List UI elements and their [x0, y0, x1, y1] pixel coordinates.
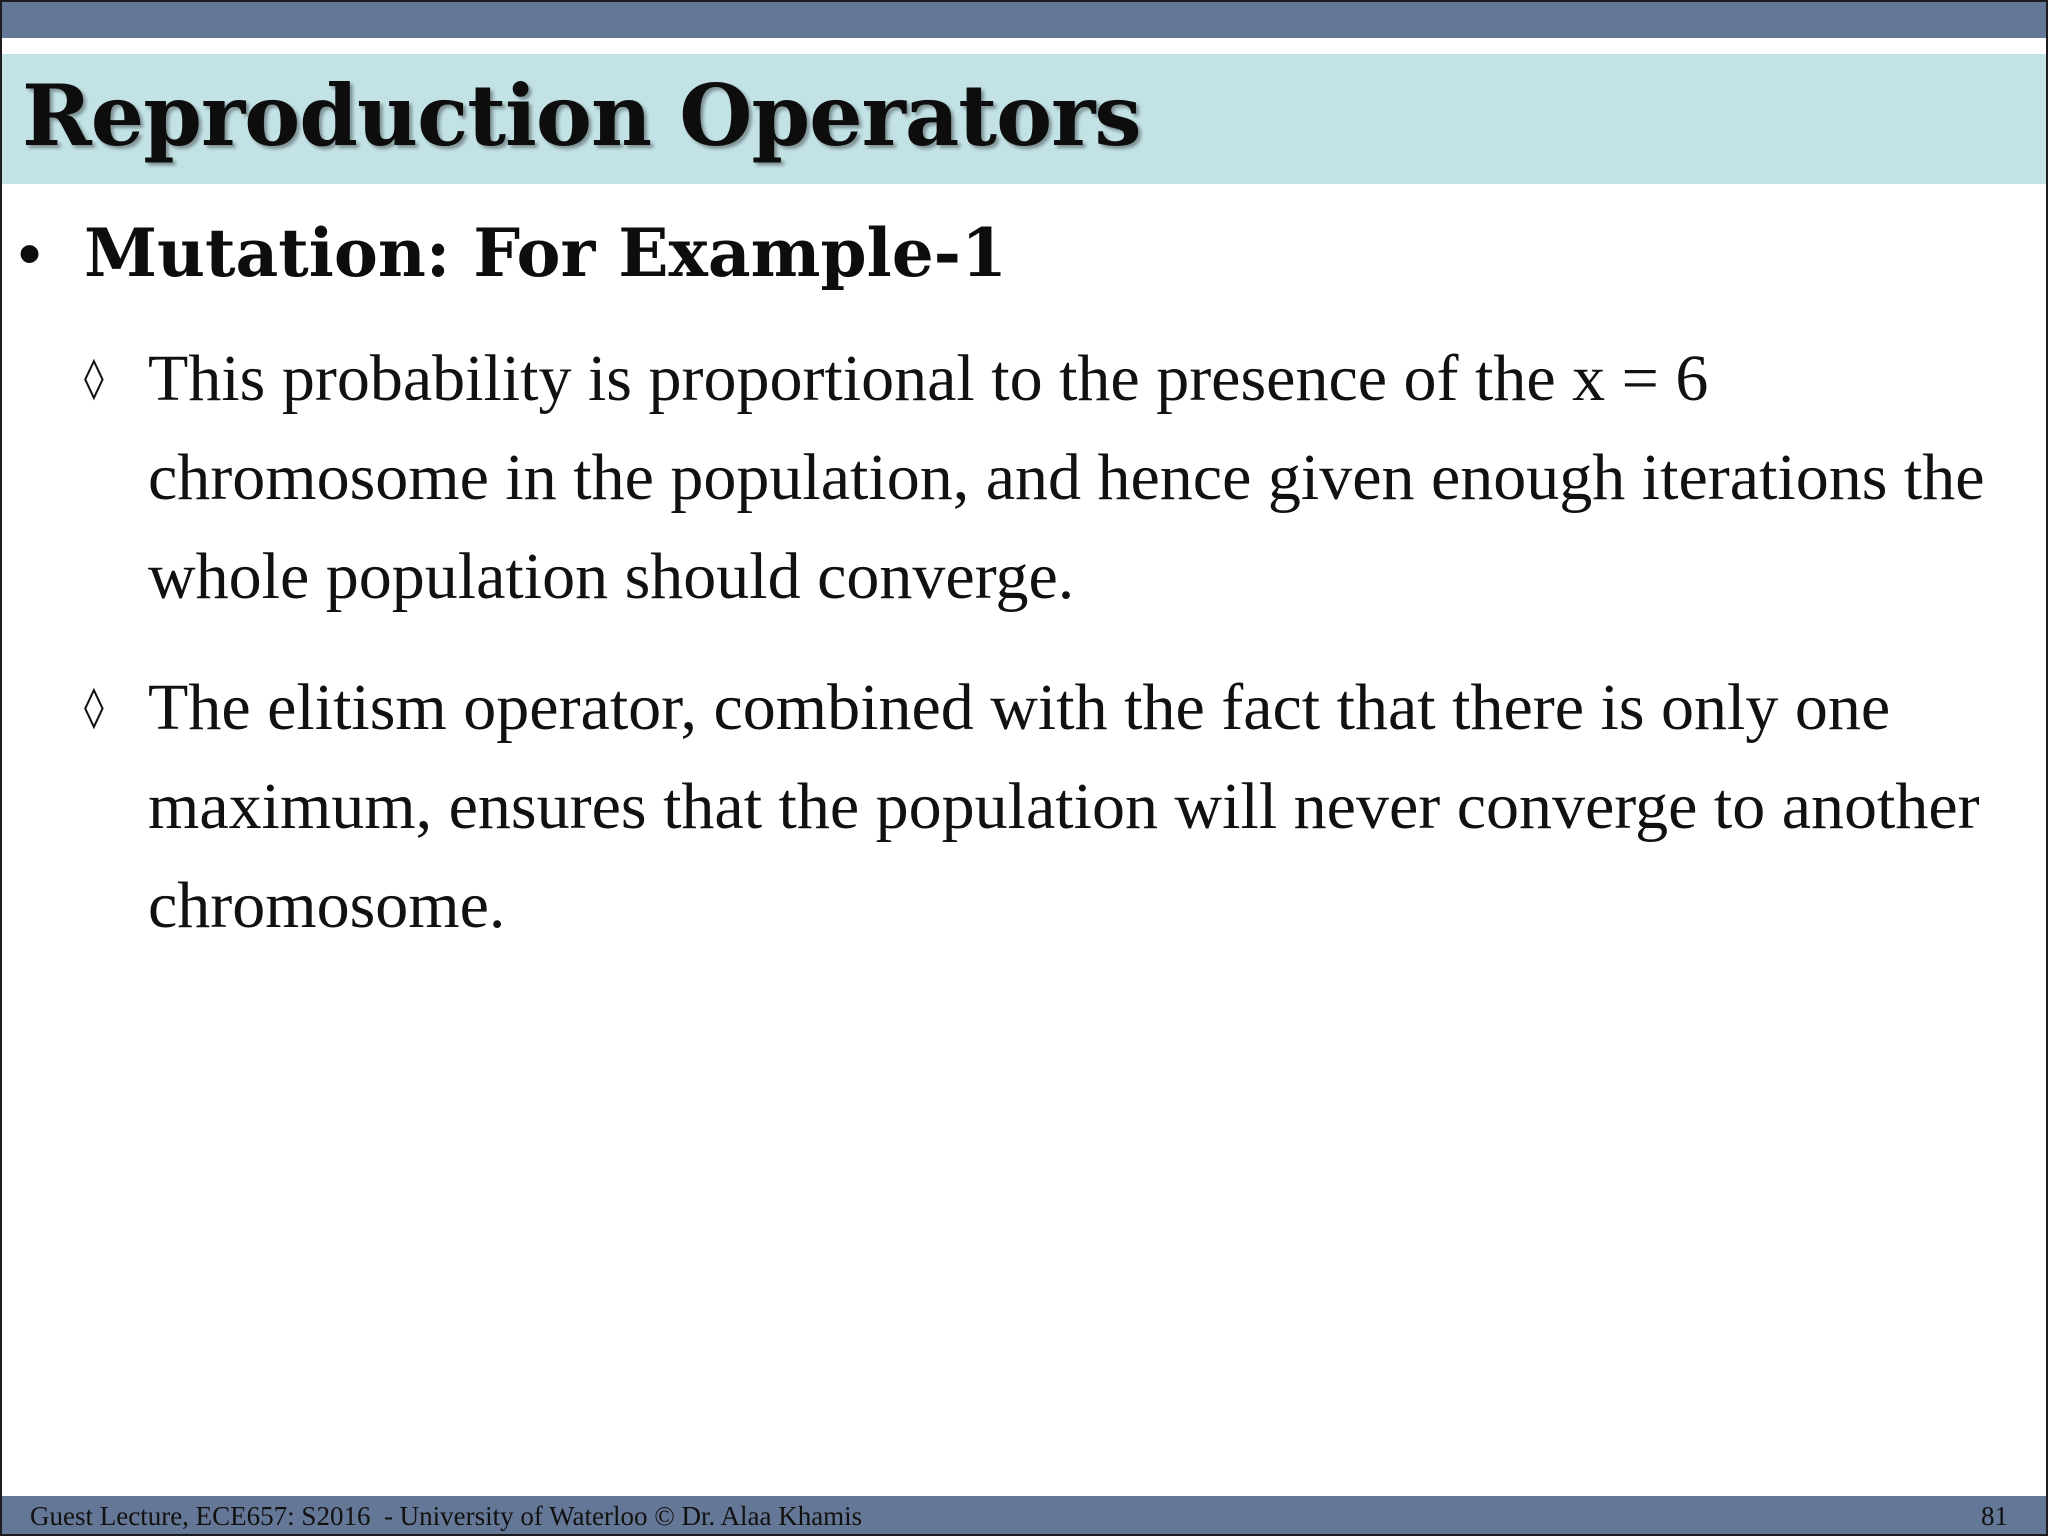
sub-bullet-elitism [84, 658, 2024, 955]
page-number: 81 [1981, 1501, 2008, 1531]
diamond-icon: ◊ [84, 684, 104, 730]
main-bullet [18, 216, 2018, 292]
footer-text: Guest Lecture, ECE657: S2016 - University of Waterloo © Dr. Alaa Khamis [30, 1501, 863, 1531]
bullet-dot-icon: • [18, 216, 42, 290]
main-bullet-text: Mutation: For Example-1 [84, 214, 1008, 292]
diamond-icon: ◊ [84, 355, 104, 401]
sub-bullet-probability [84, 329, 2024, 626]
slide-title: Reproduction Operators [22, 66, 1141, 165]
top-band [2, 2, 2046, 38]
sub-bullet-text: The elitism operator, combined with the fact that there is only one maximum, ensures that the population will never converge to another chromosome. [148, 671, 1980, 942]
sub-bullet-text: This probability is proportional to the presence of the x = 6 chromosome in the population, and hence given enough iterations the whole population should converge. [148, 342, 1985, 613]
